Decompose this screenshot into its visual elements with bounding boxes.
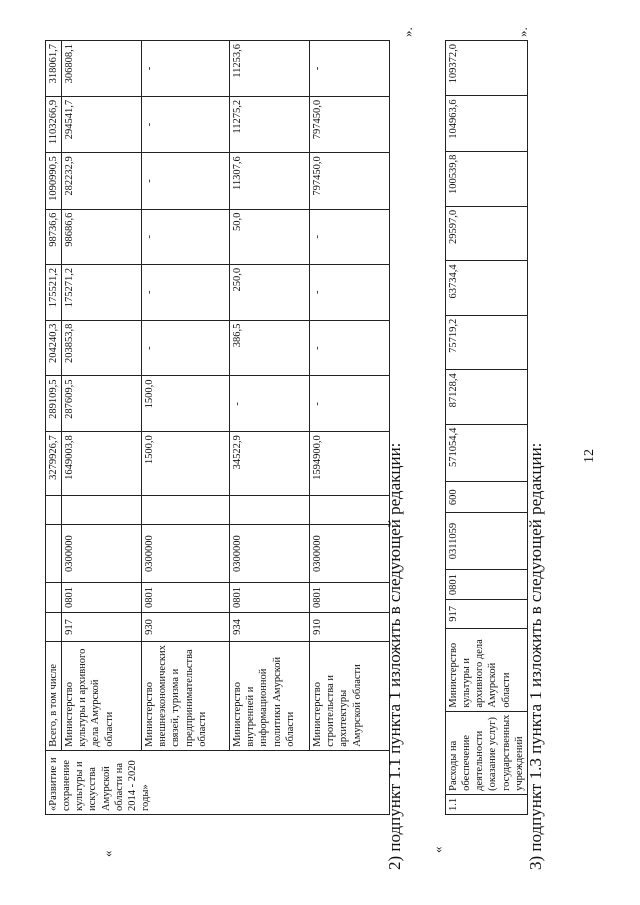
cell-y2016: - <box>310 264 390 320</box>
cell-total: 3279926,7 <box>46 432 62 496</box>
sub-total: 571054,4 <box>446 424 528 482</box>
cell-y2014: 289109,5 <box>46 376 62 432</box>
closing-quote-2: ». <box>515 27 530 37</box>
cell-y2014: - <box>310 376 390 432</box>
cell-vr <box>230 495 310 524</box>
opening-quote-2: « <box>430 846 445 853</box>
cell-y2020: 306808,1 <box>62 41 142 97</box>
table-row <box>46 41 62 815</box>
table-row <box>310 41 390 815</box>
cell-y2019: 11275,2 <box>230 96 310 152</box>
sub-grbs: 917 <box>446 599 528 628</box>
cell-y2015: 386,5 <box>230 320 310 376</box>
cell-vr <box>46 495 62 524</box>
cell-grbs: 910 <box>310 612 390 641</box>
cell-y2016: - <box>142 264 230 320</box>
cell-y2016: 250,0 <box>230 264 310 320</box>
cell-y2018: 282232,9 <box>62 153 142 209</box>
sub-rz: 0801 <box>446 570 528 600</box>
cell-csr: 0300000 <box>62 524 142 582</box>
cell-y2020: 318061,7 <box>46 41 62 97</box>
cell-grbs: 917 <box>62 612 142 641</box>
cell-csr: 0300000 <box>310 524 390 582</box>
cell-y2017: 98686,6 <box>62 209 142 264</box>
cell-y2018: 797450,0 <box>310 153 390 209</box>
executor-cell: Министерство культуры и архивного дела Амурской области <box>62 642 142 751</box>
cell-y2014: - <box>230 376 310 432</box>
opening-quote: « <box>100 850 115 857</box>
sub-name: Расходы на обеспечение деятельности (оказание услуг) государственных учреждений <box>446 711 528 794</box>
cell-y2020: - <box>142 41 230 97</box>
cell-y2018: - <box>142 153 230 209</box>
cell-y2015: 203853,8 <box>62 320 142 376</box>
sub-y2017: 29597,0 <box>446 206 528 260</box>
instruction-item-3: 3) подпункт 1.3 пункта 1 изложить в следующей редакции: <box>526 442 545 870</box>
cell-total: 1500,0 <box>142 432 230 496</box>
sub-num: 1.1 <box>446 794 528 814</box>
sub-executor: Министерство культуры и архивного дела Амурской области <box>446 628 528 711</box>
cell-rz: 0801 <box>310 583 390 613</box>
subitem-funding-table <box>445 40 528 815</box>
sub-vr: 600 <box>446 482 528 513</box>
cell-y2015: - <box>142 320 230 376</box>
cell-csr: 0300000 <box>230 524 310 582</box>
sub-y2018: 100539,8 <box>446 151 528 206</box>
cell-y2014: 1500,0 <box>142 376 230 432</box>
cell-total: 1649003,8 <box>62 432 142 496</box>
table-row <box>142 41 230 815</box>
cell-y2017: - <box>142 209 230 264</box>
cell-y2016: 175271,2 <box>62 264 142 320</box>
cell-csr: 0300000 <box>142 524 230 582</box>
cell-y2020: 11253,6 <box>230 41 310 97</box>
cell-rz: 0801 <box>142 583 230 613</box>
cell-rz: 0801 <box>230 583 310 613</box>
cell-y2015: - <box>310 320 390 376</box>
cell-y2018: 11307,6 <box>230 153 310 209</box>
sub-y2014: 87128,4 <box>446 370 528 424</box>
cell-y2020: - <box>310 41 390 97</box>
cell-y2019: 294541,7 <box>62 96 142 152</box>
program-name-cell: «Развитие и сохранение культуры и искусства Амурской области на 2014 - 2020 годы» <box>46 750 390 814</box>
subitem-row <box>446 41 528 815</box>
cell-total: 1594900,0 <box>310 432 390 496</box>
cell-y2017: - <box>310 209 390 264</box>
sub-y2020: 109372,0 <box>446 41 528 96</box>
cell-grbs <box>46 612 62 641</box>
instruction-item-2: 2) подпункт 1.1 пункта 1 изложить в следующей редакции: <box>385 442 404 870</box>
sub-csr: 0311059 <box>446 512 528 569</box>
sub-y2019: 104963,6 <box>446 96 528 151</box>
cell-y2016: 175521,2 <box>46 264 62 320</box>
cell-y2018: 1090990,5 <box>46 153 62 209</box>
cell-grbs: 934 <box>230 612 310 641</box>
cell-vr <box>142 495 230 524</box>
cell-y2019: 1103266,9 <box>46 96 62 152</box>
cell-y2015: 204240,3 <box>46 320 62 376</box>
executor-cell: Министерство внутренней и информационной политики Амурской области <box>230 642 310 751</box>
cell-y2019: 797450,0 <box>310 96 390 152</box>
cell-y2017: 98736,6 <box>46 209 62 264</box>
cell-csr <box>46 524 62 582</box>
cell-vr <box>310 495 390 524</box>
page-number: 12 <box>582 449 597 463</box>
cell-y2017: 50,0 <box>230 209 310 264</box>
cell-y2014: 287609,5 <box>62 376 142 432</box>
table-row <box>230 41 310 815</box>
cell-vr <box>62 495 142 524</box>
executor-cell: Министерство внешнеэкономических связей, туризма и предпринимательства области <box>142 642 230 751</box>
table-row <box>62 41 142 815</box>
sub-y2016: 63734,4 <box>446 261 528 315</box>
sub-y2015: 75719,2 <box>446 315 528 369</box>
cell-grbs: 930 <box>142 612 230 641</box>
executor-cell: Министерство строительства и архитектуры Амурской области <box>310 642 390 751</box>
executor-cell: Всего, в том числе <box>46 642 62 751</box>
cell-rz <box>46 583 62 613</box>
cell-rz: 0801 <box>62 583 142 613</box>
cell-total: 34522,9 <box>230 432 310 496</box>
program-funding-table <box>45 40 390 815</box>
cell-y2019: - <box>142 96 230 152</box>
closing-quote: ». <box>400 27 415 37</box>
